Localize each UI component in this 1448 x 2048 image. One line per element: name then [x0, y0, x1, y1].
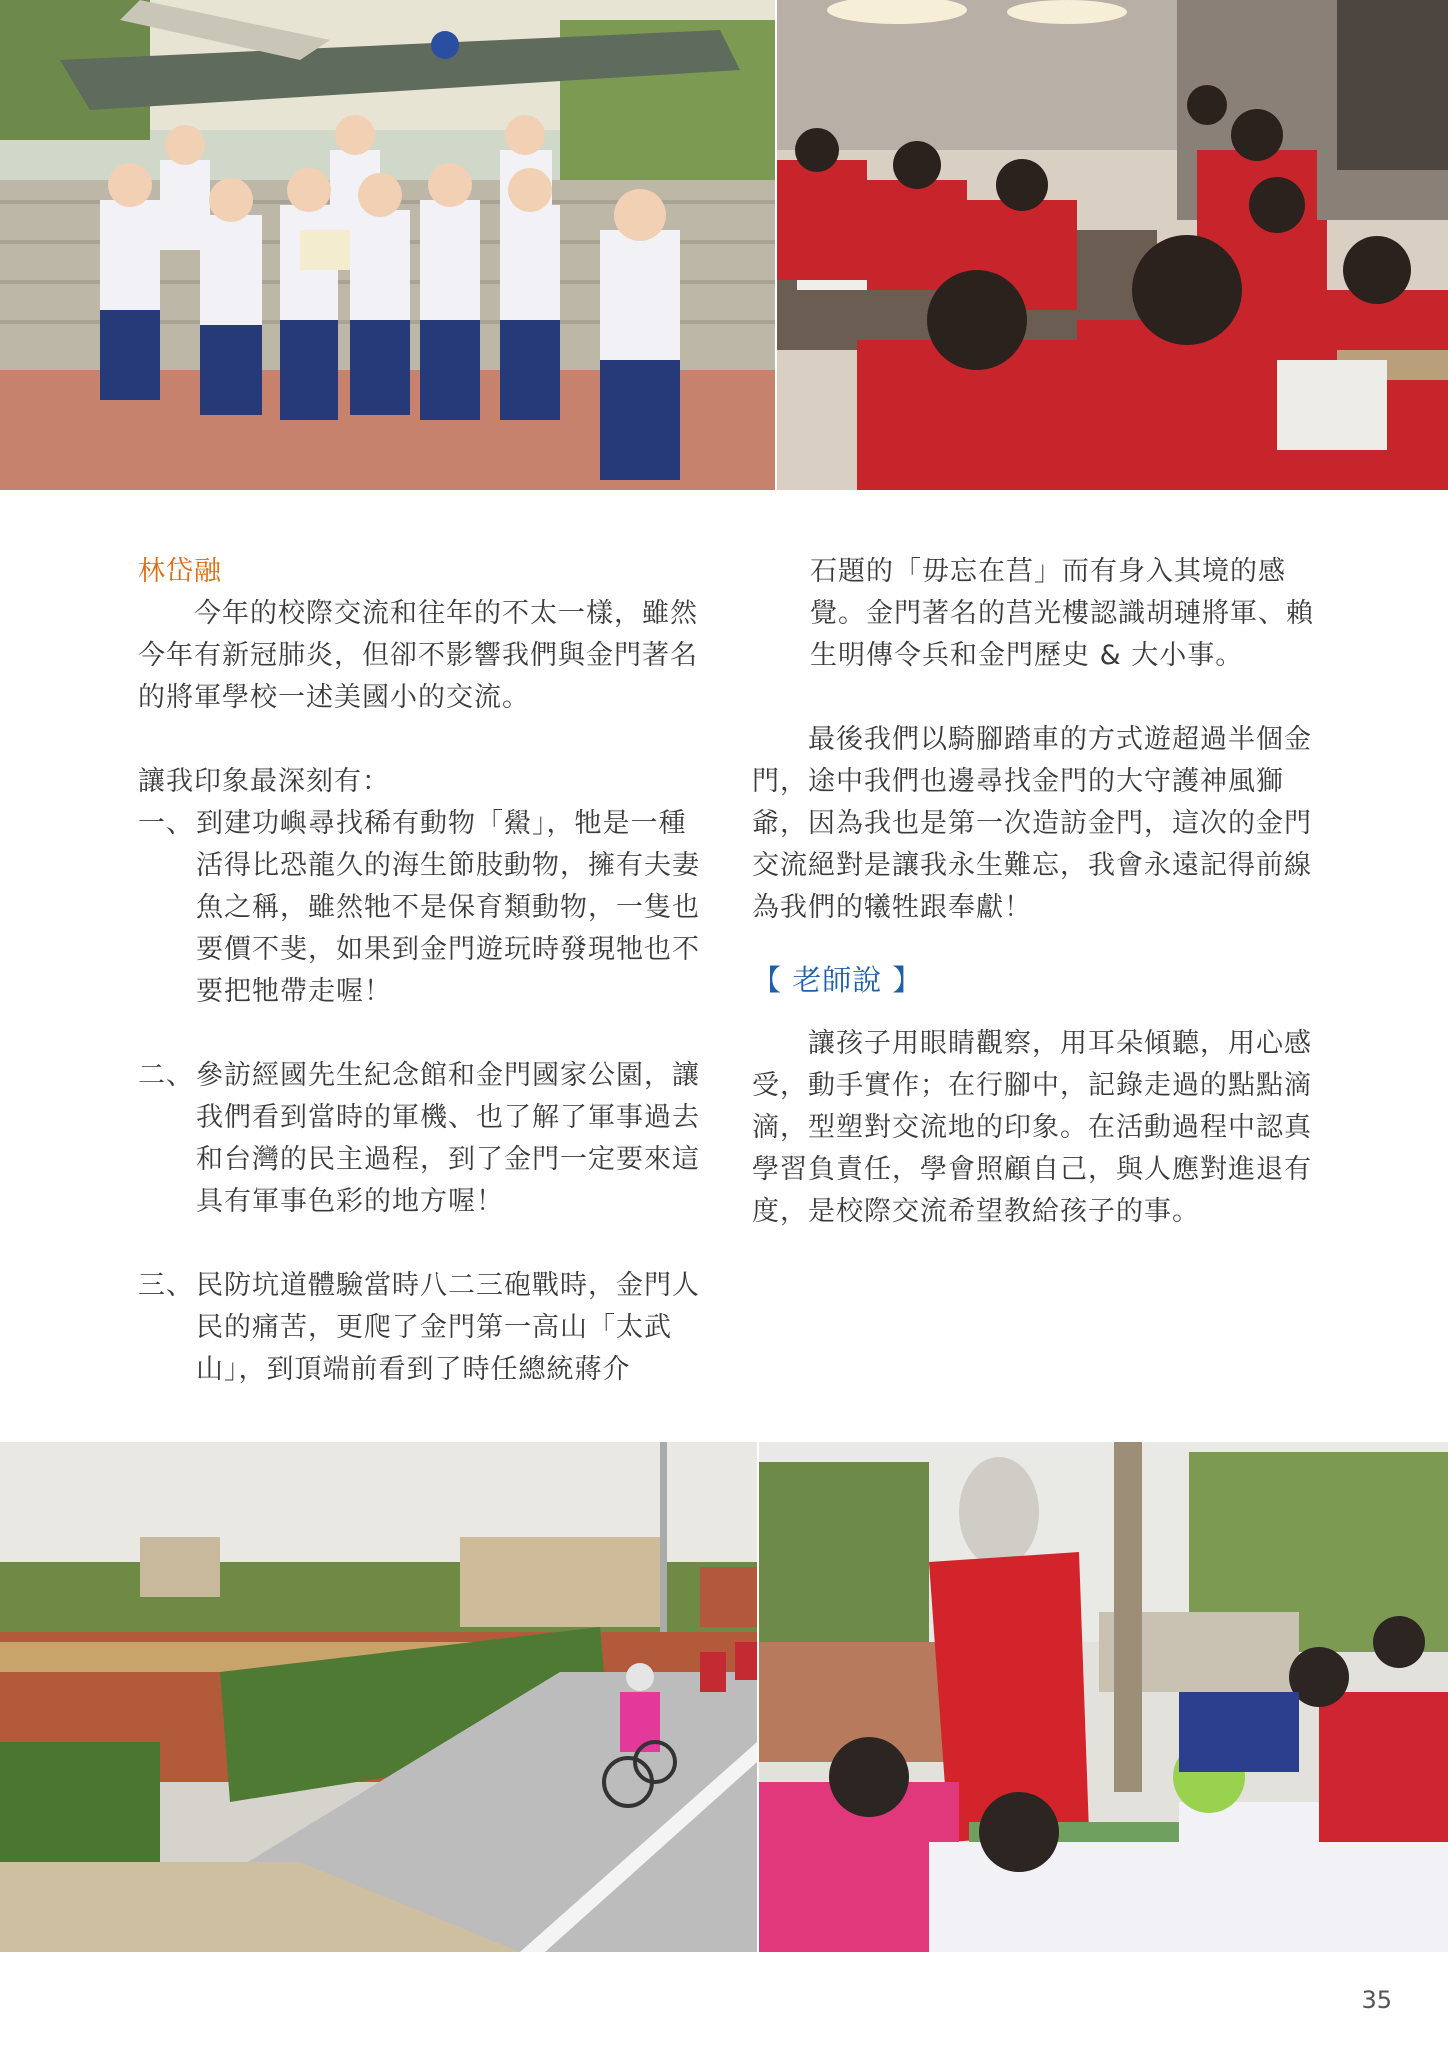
list-text: 到建功嶼尋找稀有動物「鱟」，牠是一種活得比恐龍久的海生節肢動物，擁有夫妻魚之稱，雖然牠不是保育類動物，一隻也要價不斐，如果到金門遊玩時發現牠也不要把牠帶走喔！	[196, 808, 700, 1007]
impression-title: 讓我印象最深刻有：	[138, 766, 390, 797]
photo-cycling	[0, 1442, 757, 1952]
photo-group-aircraft	[0, 0, 775, 490]
page-number: 35	[1361, 1986, 1392, 2014]
list-number: 三、	[138, 1270, 194, 1301]
article-column-left	[138, 551, 703, 1391]
list-item-3	[138, 1265, 703, 1391]
list-item-2	[138, 1055, 703, 1223]
list-number: 一、	[138, 808, 194, 839]
photo-students-classroom	[777, 0, 1448, 490]
article-column-right	[752, 551, 1317, 1233]
list-text: 參訪經國先生紀念館和金門國家公園，讓我們看到當時的軍機、也了解了軍事過去和台灣的民主過程，到了金門一定要來這具有軍事色彩的地方喔！	[196, 1060, 700, 1217]
list-item-3-continued: 石題的「毋忘在莒」而有身入其境的感覺。金門著名的莒光樓認識胡璉將軍、賴生明傳令兵和金門歷史 & 大小事。	[810, 556, 1314, 671]
photo-wind-lion-statue	[759, 1442, 1448, 1952]
teacher-heading: 【 老師說 】	[752, 963, 923, 997]
list-text: 民防坑道體驗當時八二三砲戰時，金門人民的痛苦，更爬了金門第一高山「太武山」，到頂端前看到了時任總統蔣介	[196, 1270, 700, 1385]
list-item-1	[138, 803, 703, 1013]
teacher-paragraph: 讓孩子用眼睛觀察，用耳朵傾聽，用心感受，動手實作；在行腳中，記錄走過的點點滴滴，型塑對交流地的印象。在活動過程中認真學習負責任，學會照顧自己，與人應對進退有度，是校際交流希望教給孩子的事。	[752, 1028, 1312, 1227]
author-name: 林岱融	[138, 556, 222, 587]
intro-paragraph: 今年的校際交流和往年的不太一樣，雖然今年有新冠肺炎，但卻不影響我們與金門著名的將軍學校一述美國小的交流。	[138, 598, 698, 713]
list-number: 二、	[138, 1060, 194, 1091]
closing-paragraph: 最後我們以騎腳踏車的方式遊超過半個金門，途中我們也邊尋找金門的大守護神風獅爺，因為我也是第一次造訪金門，這次的金門交流絕對是讓我永生難忘，我會永遠記得前線為我們的犧牲跟奉獻！	[752, 724, 1312, 923]
